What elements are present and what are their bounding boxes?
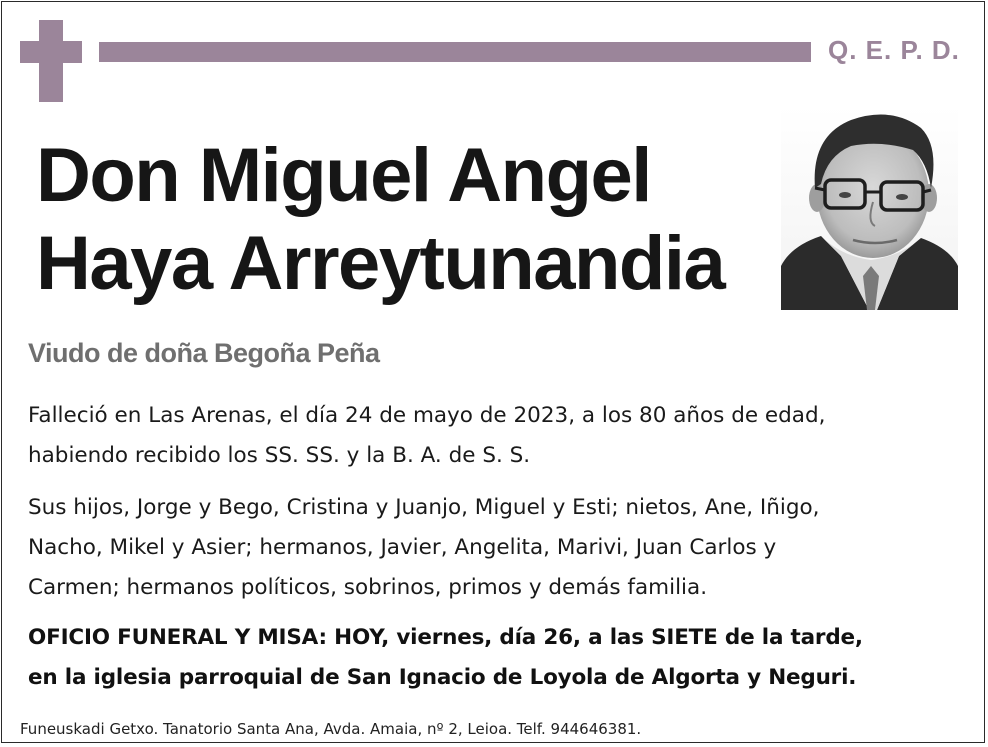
funeral-line-2: en la iglesia parroquial de San Ignacio de Loyola de Algorta y Neguri. [28, 665, 857, 690]
widow-of-text: Viudo de doña Begoña Peña [28, 338, 380, 368]
family-line-1: Sus hijos, Jorge y Bego, Cristina y Juanjo, Miguel y Esti; nietos, Ane, Iñigo, [28, 495, 820, 520]
portrait-photo [781, 106, 958, 310]
name-line-2: Haya Arreytunandia [36, 221, 725, 306]
death-notice-line-1: Falleció en Las Arenas, el día 24 de mayo de 2023, a los 80 años de edad, [28, 403, 826, 428]
header-bar [99, 42, 811, 62]
qepd-label: Q. E. P. D. [828, 35, 960, 65]
family-line-2: Nacho, Mikel y Asier; hermanos, Javier, Angelita, Marivi, Juan Carlos y [28, 535, 777, 560]
name-line-1: Don Miguel Angel [36, 133, 651, 218]
funeral-line-1: OFICIO FUNERAL Y MISA: HOY, viernes, día 26, a las SIETE de la tarde, [28, 625, 863, 650]
obituary-card [1, 1, 985, 743]
funeral-home-footer: Funeuskadi Getxo. Tanatorio Santa Ana, Avda. Amaia, nº 2, Leioa. Telf. 944646381. [20, 720, 642, 738]
family-line-3: Carmen; hermanos políticos, sobrinos, primos y demás familia. [28, 575, 708, 600]
death-notice-line-2: habiendo recibido los SS. SS. y la B. A. de S. S. [28, 443, 531, 468]
deceased-name [36, 132, 724, 308]
